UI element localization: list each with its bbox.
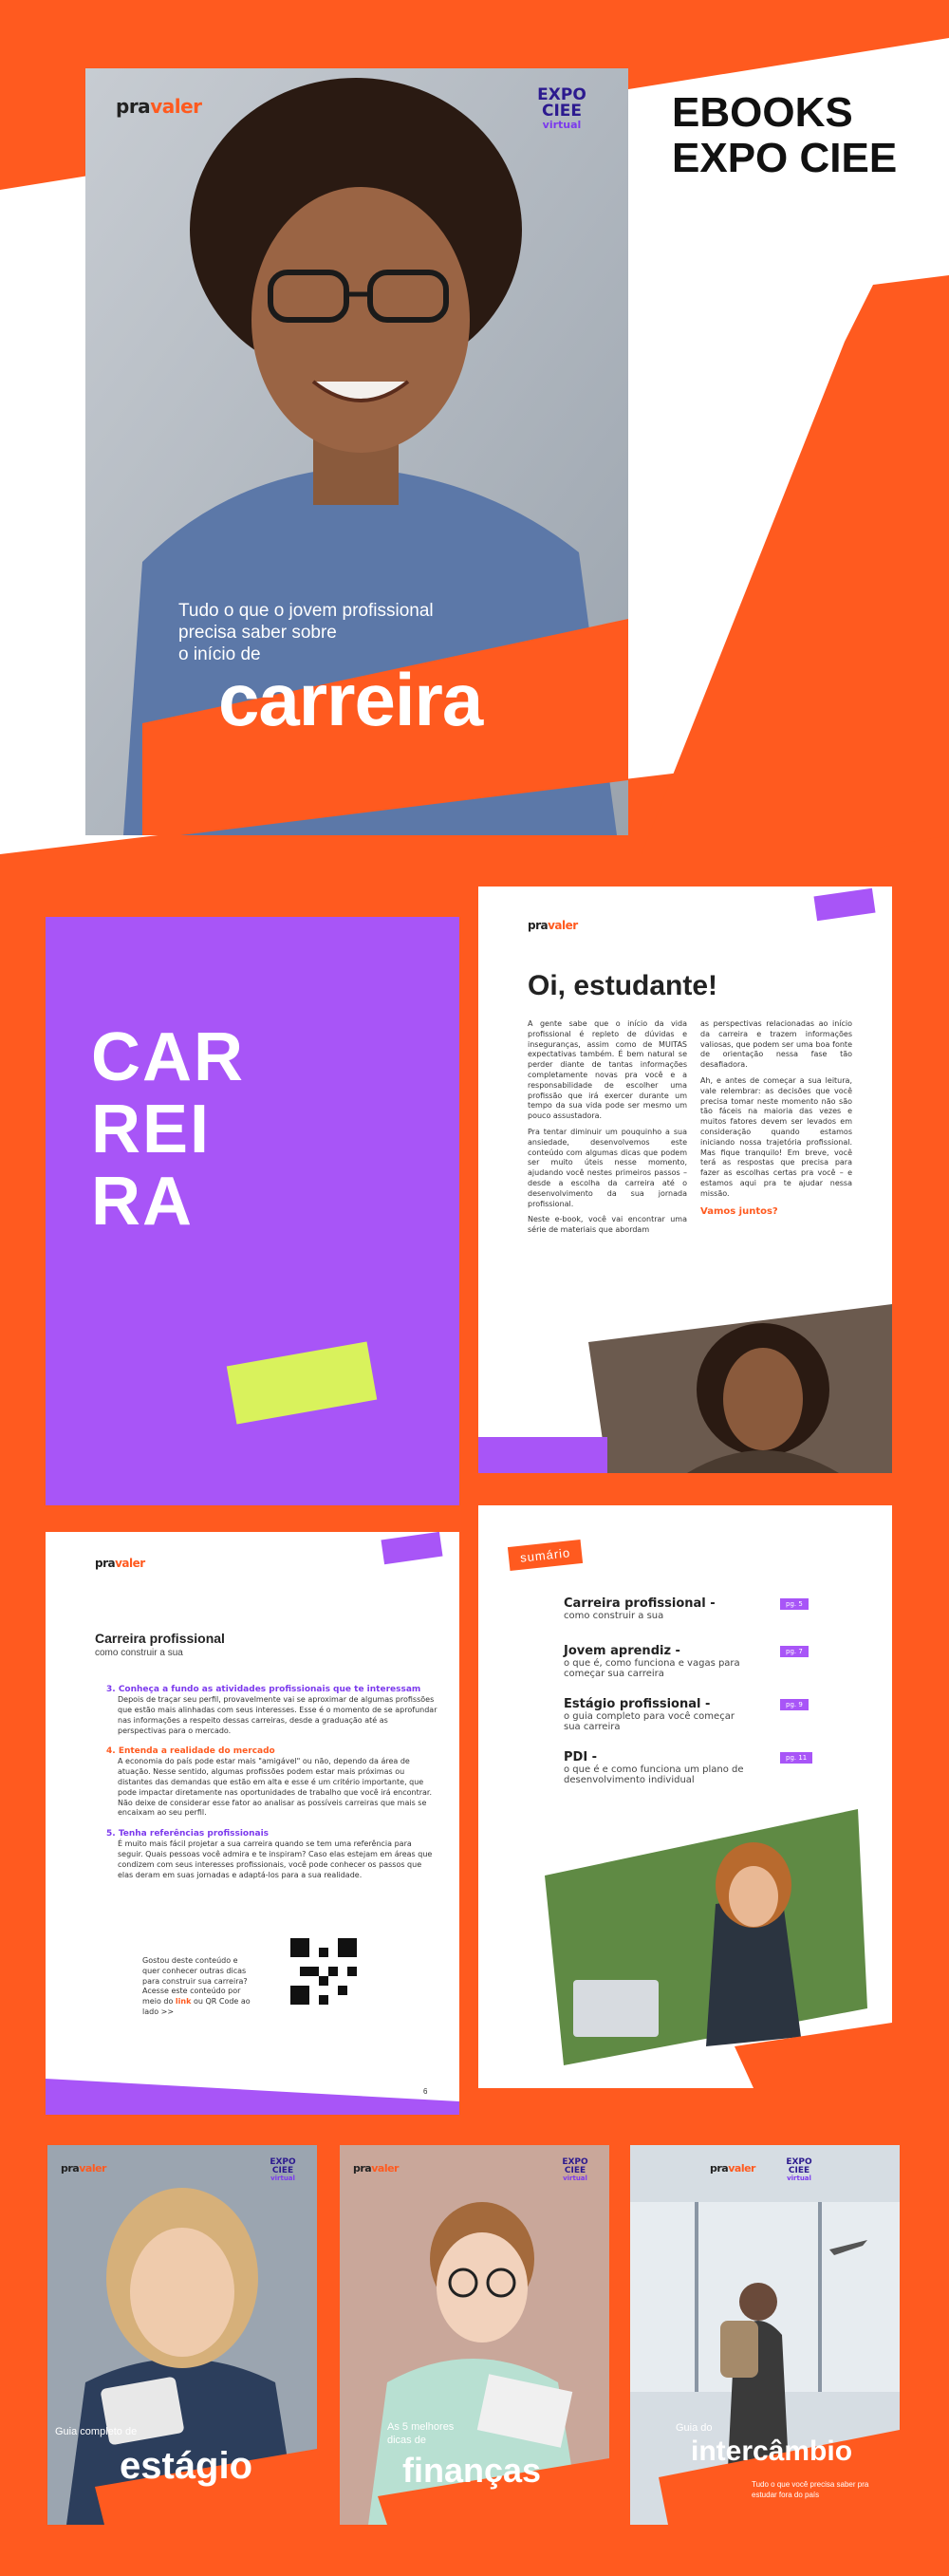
expo-ciee-logo: EXPO CIEE virtual: [786, 2157, 812, 2182]
estagio-subtitle: Guia completo de: [55, 2426, 138, 2437]
career-item-list: [106, 1684, 438, 1881]
purple-tab-decor: [813, 888, 875, 921]
expo-ciee-logo: EXPO CIEE virtual: [562, 2157, 588, 2182]
expo-ciee-logo: EXPO CIEE virtual: [270, 2157, 296, 2182]
career-item: 5. Tenha referências profissionais É muito mais fácil projetar a sua carreira quando se tem uma referência para seguir. Quais pessoas você admira e te inspiram? Caso elas estejam em áreas que condizem com seus interesses profissionais, você pode conhecer os passos que elas deram em suas jornadas e adaptá-los para a sua realidade.: [106, 1829, 433, 1879]
estagio-title: estágio: [120, 2445, 253, 2487]
career-page-number: 6: [423, 2087, 428, 2096]
main-cover: [85, 68, 628, 835]
estagio-logo: pravaler: [61, 2162, 106, 2175]
expo-ciee-logo: EXPO CIEE virtual: [537, 85, 586, 131]
career-subtitle: como construir a sua: [95, 1648, 183, 1658]
title-line-1: EBOOKS: [672, 89, 853, 136]
intro-logo: pravaler: [528, 919, 578, 932]
financas-subtitle: As 5 melhores dicas de: [387, 2421, 455, 2446]
financas-title: finanças: [402, 2451, 542, 2490]
title-line-2: EXPO CIEE: [672, 135, 898, 181]
intercambio-subtitle: Guia do: [676, 2422, 713, 2434]
qr-caption: Gostou deste conteúdo e quer conhecer outras dicas para construir sua carreira? Acesse este conteúdo por meio do link ou QR Code ao lado >>: [142, 1956, 251, 2016]
financas-logo: pravaler: [353, 2162, 399, 2175]
intercambio-logo: pravaler: [710, 2162, 755, 2175]
qr-code[interactable]: [290, 1938, 357, 2005]
intro-photo: [478, 1304, 892, 1473]
qr-link[interactable]: link: [175, 1997, 192, 2007]
summary-entry[interactable]: PDI - o que é e como funciona um plano de desenvolvimento individual pg. 11: [564, 1750, 867, 1803]
intro-page: [478, 887, 892, 1473]
summary-list: [564, 1596, 867, 1803]
summary-tag: sumário: [508, 1540, 583, 1571]
purple-tab-decor: [381, 1532, 442, 1564]
intro-heading: Oi, estudante!: [528, 970, 718, 1001]
summary-entry[interactable]: Carreira profissional - como construir a sua pg. 5: [564, 1596, 867, 1644]
purple-footer-band: [46, 2063, 459, 2115]
cover-title: carreira: [218, 658, 483, 741]
summary-entry[interactable]: Estágio profissional - o guia completo para você começar sua carreira pg. 9: [564, 1697, 867, 1750]
purple-cover-title: CAR REI RA: [91, 1019, 245, 1240]
intercambio-title: intercâmbio: [691, 2436, 853, 2467]
intercambio-note: Tudo o que você precisa saber pra estudar fora do país: [752, 2480, 869, 2499]
lime-block: [227, 1341, 377, 1424]
purple-cover: [46, 917, 459, 1505]
cover-logo: pravaler: [116, 95, 202, 118]
summary-entry[interactable]: Jovem aprendiz - o que é, como funciona e vagas para começar sua carreira pg. 7: [564, 1644, 867, 1697]
cover-financas: [340, 2145, 609, 2525]
page-title: [672, 90, 897, 181]
cover-subtitle: Tudo o que o jovem profissional precisa saber sobre o início de: [178, 601, 434, 664]
intro-column-2: as perspectivas relacionadas ao início da carreira e trazem informações valiosas, que podem ser uma boa fonte de orientação nessa fase tão desafiadora. Ah, e antes de começar a sua leitura, vale relembrar: as decisões que você precisa tomar neste momento não são tão fáceis na maioria das vezes e muitos fatores devem ser levados em consideração quando estamos iniciando nossa trajetória profissional. Mas fique tranquilo! Em breve, você terá as respostas que precisa para fazer as escolhas certas pra você – e estamos aqui pra te ajudar nessa missão. Vamos juntos?: [700, 1019, 852, 1217]
cover-estagio: [47, 2145, 317, 2525]
summary-page: [478, 1505, 892, 2088]
career-item: 4. Entenda a realidade do mercado A economia do país pode estar mais "amigável" ou não, dependo da área de atuação. Nesse sentido, algumas profissões podem estar mais próximas ou distantes das demandas que estão em alta e esse é um critério importante, que pode impactar diretamente nas oportunidades de trabalho que você irá encontrar. Não deixe de considerar esse fator ao analisar as possíveis carreiras que mais se encaixam ao seu perfil.: [106, 1746, 432, 1818]
intercambio-photo: [630, 2145, 900, 2525]
summary-photo: [478, 1809, 892, 2088]
intro-column-1: A gente sabe que o início da vida profissional é repleto de dúvidas e inseguranças, assim como de MUITAS expectativas também. É bem natural se perder diante de tantas informações completamente novas pra você e a responsabilidade de escolher uma profissão que irá exercer durante um tempo da sua vida pode ser mesmo um pouco assustadora. Pra tentar diminuir um pouquinho a sua ansiedade, desenvolvemos este conteúdo com algumas dicas que podem ser muito úteis nesse momento, ajudando você nestes primeiros passos – desde a escolha da carreira até o desenvolvimento da sua jornada profissional. Neste e-book, você vai encontrar uma série de materiais que abordam: [528, 1019, 687, 1235]
career-item: 3. Conheça a fundo as atividades profissionais que te interessam Depois de traçar seu perfil, provavelmente vai se aproximar de algumas profissões que estão mais alinhadas com seus interesses. Esse é o momento de se aprofundar nas informações a respeito dessas carreiras, desde a graduação até as perspectivas para o mercado.: [106, 1685, 437, 1735]
career-logo: pravaler: [95, 1557, 145, 1570]
cover-intercambio: [630, 2145, 900, 2525]
career-page: [46, 1532, 459, 2115]
career-title: Carreira profissional: [95, 1631, 225, 1646]
